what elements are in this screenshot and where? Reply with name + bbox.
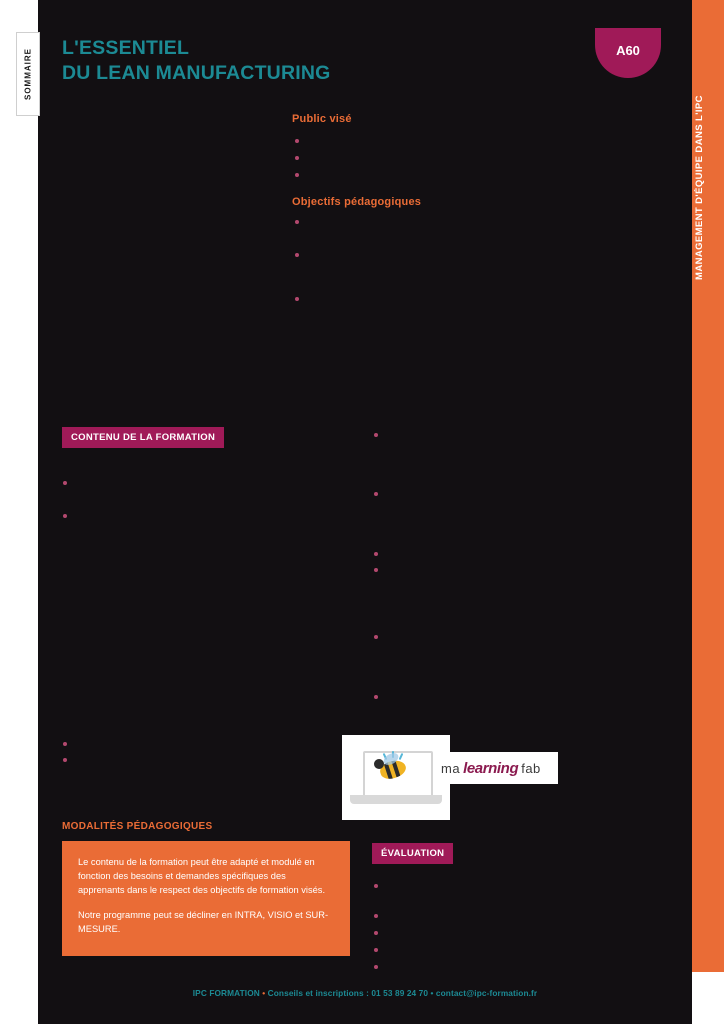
public-vise-bullet-2 xyxy=(295,156,299,160)
evaluation-bullet-1 xyxy=(374,884,378,888)
wordmark-ma: ma xyxy=(441,760,461,776)
course-code-badge: A60 xyxy=(595,28,661,78)
contenu-right-bullet-2 xyxy=(374,492,378,496)
evaluation-bullet-2 xyxy=(374,914,378,918)
public-vise-bullet-3 xyxy=(295,173,299,177)
evaluation-label: ÉVALUATION xyxy=(372,843,453,864)
public-vise-heading: Public visé xyxy=(292,113,352,125)
learning-fab-logo-card xyxy=(342,735,450,820)
page-title xyxy=(62,36,532,86)
public-vise-bullet-1 xyxy=(295,139,299,143)
objectifs-bullet-1 xyxy=(295,220,299,224)
objectifs-heading: Objectifs pédagogiques xyxy=(292,196,422,208)
objectifs-bullet-2 xyxy=(295,253,299,257)
learning-fab-wordmark xyxy=(438,752,558,784)
page-title-line2: DU LEAN MANUFACTURING xyxy=(62,61,331,84)
contenu-right-bullet-1 xyxy=(374,433,378,437)
laptop-icon xyxy=(350,751,442,809)
wordmark-learning: learning xyxy=(463,759,519,777)
contenu-right-bullet-5 xyxy=(374,635,378,639)
evaluation-bullet-3 xyxy=(374,931,378,935)
wordmark-fab: fab xyxy=(521,760,541,776)
contenu-left-bullet-3 xyxy=(63,742,67,746)
contenu-right-bullet-6 xyxy=(374,695,378,699)
footer-contact: Conseils et inscriptions : 01 53 89 24 70 • contact@ipc-formation.fr xyxy=(267,988,538,998)
modalites-paragraph-2: Notre programme peut se décliner en INTRA, VISIO et SUR-MESURE. xyxy=(78,909,329,934)
modalites-paragraph-1: Le contenu de la formation peut être adapté et modulé en fonction des besoins et demandes spécifiques des apprenants dans le respect des objectifs de formation visés. xyxy=(78,857,326,895)
contenu-left-bullet-4 xyxy=(63,758,67,762)
contenu-left-bullet-1 xyxy=(63,481,67,485)
right-side-band xyxy=(692,0,724,972)
contenu-formation-label: CONTENU DE LA FORMATION xyxy=(62,427,224,448)
sommaire-tab[interactable]: SOMMAIRE xyxy=(16,32,40,116)
modalites-pedagogiques-box xyxy=(62,841,350,956)
bee-head-icon xyxy=(374,759,384,769)
footer-separator: • xyxy=(262,988,266,998)
page-title-line1: L'ESSENTIEL xyxy=(62,37,190,59)
contenu-right-bullet-4 xyxy=(374,568,378,572)
footer-brand: IPC FORMATION xyxy=(192,988,260,998)
footer xyxy=(38,988,692,998)
objectifs-bullet-3 xyxy=(295,297,299,301)
side-band-label: MANAGEMENT D'ÉQUIPE DANS L'IPC xyxy=(694,95,705,280)
laptop-base xyxy=(350,795,442,804)
evaluation-bullet-4 xyxy=(374,948,378,952)
contenu-left-bullet-2 xyxy=(63,514,67,518)
evaluation-bullet-5 xyxy=(374,965,378,969)
contenu-right-bullet-3 xyxy=(374,552,378,556)
modalites-pedagogiques-heading: MODALITÉS PÉDAGOGIQUES xyxy=(62,821,213,832)
